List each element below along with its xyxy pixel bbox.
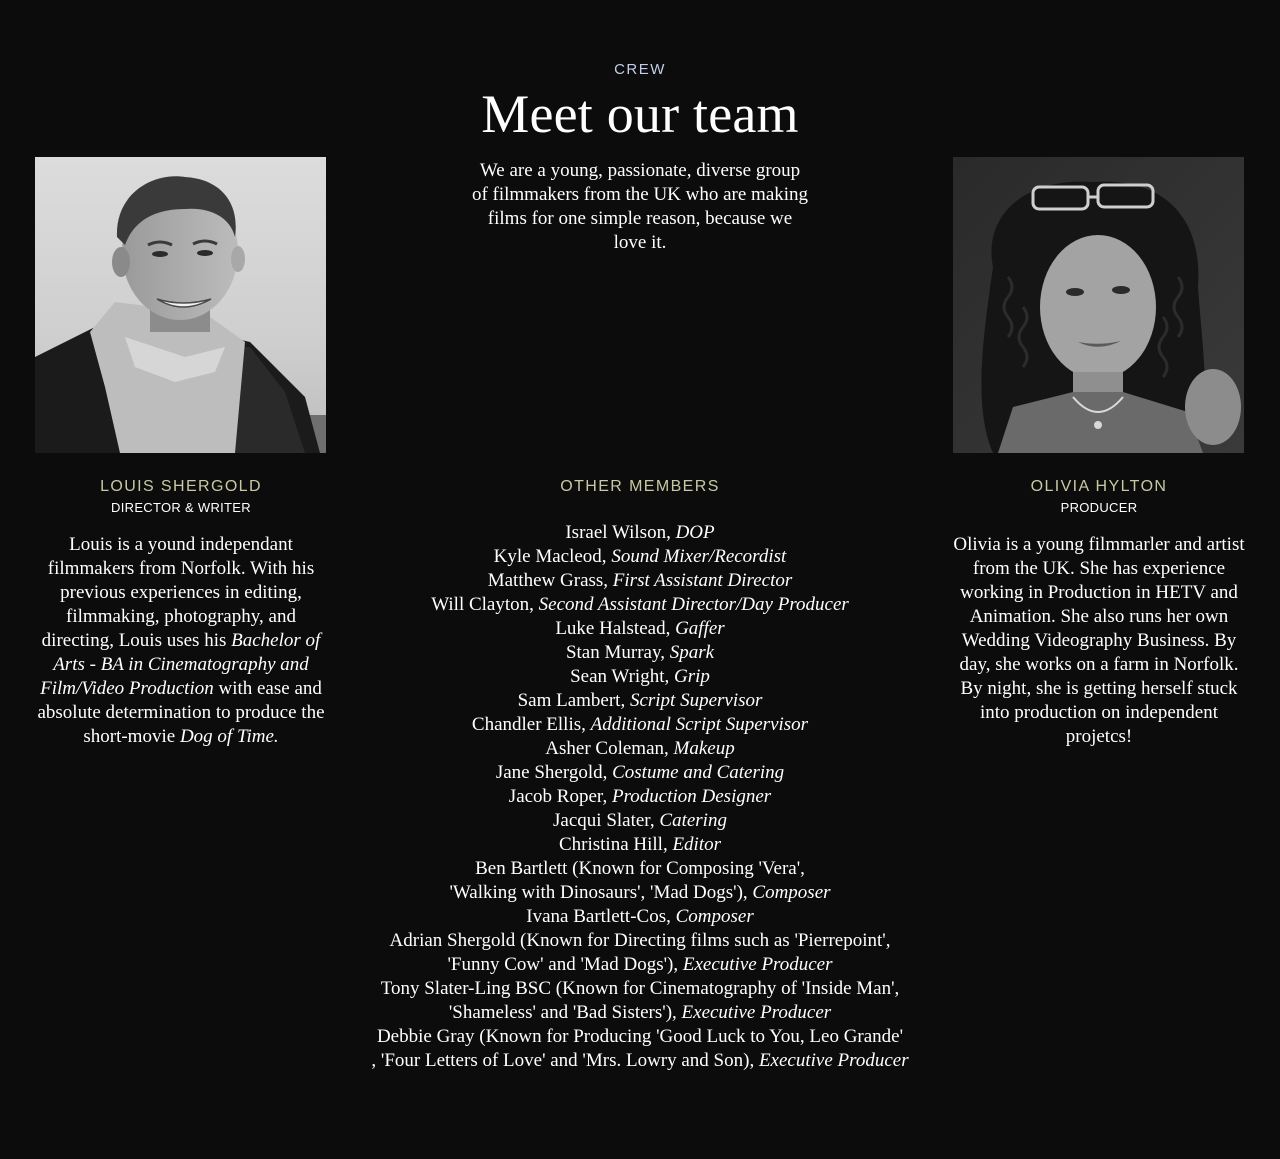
crew-line bbox=[300, 593, 980, 617]
olivia-photo bbox=[953, 157, 1244, 453]
crew-name: Sean Wright, bbox=[570, 666, 674, 687]
crew-name: Luke Halstead, bbox=[555, 618, 676, 639]
crew-line bbox=[300, 521, 980, 545]
member-role: PRODUCER bbox=[1060, 500, 1138, 515]
crew-name: Sam Lambert, bbox=[517, 690, 630, 711]
crew-role: Script Supervisor bbox=[629, 690, 763, 711]
crew-line bbox=[300, 809, 980, 833]
crew-name: Tony Slater-Ling BSC (Known for Cinematography of 'Inside Man', bbox=[380, 978, 900, 999]
crew-name: 'Funny Cow' and 'Mad Dogs'), bbox=[447, 954, 683, 975]
crew-name: Debbie Gray (Known for Producing 'Good Luck to You, Leo Grande' bbox=[376, 1026, 904, 1047]
crew-role: DOP bbox=[675, 522, 715, 543]
crew-name: , 'Four Letters of Love' and 'Mrs. Lowry and Son), bbox=[371, 1050, 759, 1071]
crew-line bbox=[300, 545, 980, 569]
crew-line bbox=[300, 785, 980, 809]
member-card-louis bbox=[30, 477, 332, 749]
crew-line bbox=[300, 905, 980, 929]
member-bio bbox=[30, 533, 332, 749]
other-members bbox=[300, 477, 980, 1073]
crew-name: Ben Bartlett (Known for Composing 'Vera', bbox=[475, 858, 805, 879]
member-card-olivia bbox=[948, 477, 1250, 749]
crew-name: Kyle Macleod, bbox=[493, 546, 612, 567]
crew-role: Composer bbox=[752, 882, 831, 903]
crew-line bbox=[300, 689, 980, 713]
crew-role: Production Designer bbox=[611, 786, 772, 807]
crew-name: Christina Hill, bbox=[558, 834, 673, 855]
crew-name: 'Walking with Dinosaurs', 'Mad Dogs'), bbox=[449, 882, 753, 903]
crew-name: Jacqui Slater, bbox=[553, 810, 660, 831]
crew-name: Israel Wilson, bbox=[565, 522, 676, 543]
crew-name: Chandler Ellis, bbox=[471, 714, 591, 735]
crew-role: Additional Script Supervisor bbox=[590, 714, 809, 735]
crew-name: Stan Murray, bbox=[565, 642, 670, 663]
crew-name: Ivana Bartlett-Cos, bbox=[526, 906, 676, 927]
crew-line bbox=[300, 737, 980, 761]
crew-line bbox=[300, 881, 980, 905]
other-members-heading: OTHER MEMBERS bbox=[560, 478, 720, 495]
crew-line bbox=[300, 1001, 980, 1025]
crew-list bbox=[300, 521, 980, 1073]
crew-name: Will Clayton, bbox=[431, 594, 539, 615]
crew-role: Catering bbox=[659, 810, 727, 831]
bio-film-title: Dog of Time. bbox=[179, 726, 279, 747]
crew-line bbox=[300, 617, 980, 641]
page-title: Meet our team bbox=[481, 84, 799, 144]
team-intro: We are a young, passionate, diverse group of filmmakers from the UK who are making films for one simple reason, because we love it. bbox=[471, 160, 809, 253]
crew-role: Executive Producer bbox=[681, 1002, 832, 1023]
member-bio: Olivia is a young filmmarler and artist from the UK. She has experience working in Production in HETV and Animation. She also runs her own Wedding Videography Business. By day, she works on a farm in Norfolk. By night, she is getting herself stuck into production on independent projetcs! bbox=[953, 534, 1245, 747]
crew-line bbox=[300, 569, 980, 593]
crew-line bbox=[300, 665, 980, 689]
crew-line bbox=[300, 857, 980, 881]
crew-line bbox=[300, 1049, 980, 1073]
crew-role: Composer bbox=[675, 906, 754, 927]
crew-name: Asher Coleman, bbox=[545, 738, 674, 759]
member-name: OLIVIA HYLTON bbox=[1030, 478, 1168, 495]
crew-line bbox=[300, 929, 980, 953]
crew-role: First Assistant Director bbox=[612, 570, 793, 591]
crew-name: Adrian Shergold (Known for Directing films such as 'Pierrepoint', bbox=[389, 930, 891, 951]
crew-name: Jacob Roper, bbox=[508, 786, 612, 807]
crew-line bbox=[300, 641, 980, 665]
crew-role: Editor bbox=[672, 834, 722, 855]
crew-role: Executive Producer bbox=[682, 954, 833, 975]
bio-text: with ease and absolute determination to produce the short-movie bbox=[37, 678, 325, 747]
bio-text: Louis is a yound independant filmmakers from Norfolk. With his previous experiences in editing, filmmaking, photography, and directing, Louis uses his bbox=[41, 534, 315, 651]
crew-line bbox=[300, 761, 980, 785]
louis-photo bbox=[35, 157, 326, 453]
crew-role: Gaffer bbox=[675, 618, 725, 639]
crew-role: Makeup bbox=[673, 738, 735, 759]
crew-line bbox=[300, 977, 980, 1001]
crew-line bbox=[300, 953, 980, 977]
crew-name: 'Shameless' and 'Bad Sisters'), bbox=[448, 1002, 682, 1023]
crew-role: Sound Mixer/Recordist bbox=[611, 546, 787, 567]
member-role: DIRECTOR & WRITER bbox=[111, 500, 251, 515]
crew-role: Executive Producer bbox=[758, 1050, 909, 1071]
crew-line bbox=[300, 713, 980, 737]
crew-line bbox=[300, 1025, 980, 1049]
crew-name: Matthew Grass, bbox=[487, 570, 613, 591]
crew-role: Costume and Catering bbox=[612, 762, 785, 783]
crew-line bbox=[300, 833, 980, 857]
crew-role: Spark bbox=[669, 642, 715, 663]
bio-degree: Bachelor of Arts - BA in Cinematography and Film/Video Production bbox=[40, 630, 321, 699]
member-name: LOUIS SHERGOLD bbox=[100, 478, 262, 495]
crew-role: Second Assistant Director/Day Producer bbox=[538, 594, 849, 615]
crew-name: Jane Shergold, bbox=[495, 762, 613, 783]
crew-role: Grip bbox=[674, 666, 710, 687]
section-eyebrow: CREW bbox=[614, 61, 666, 78]
